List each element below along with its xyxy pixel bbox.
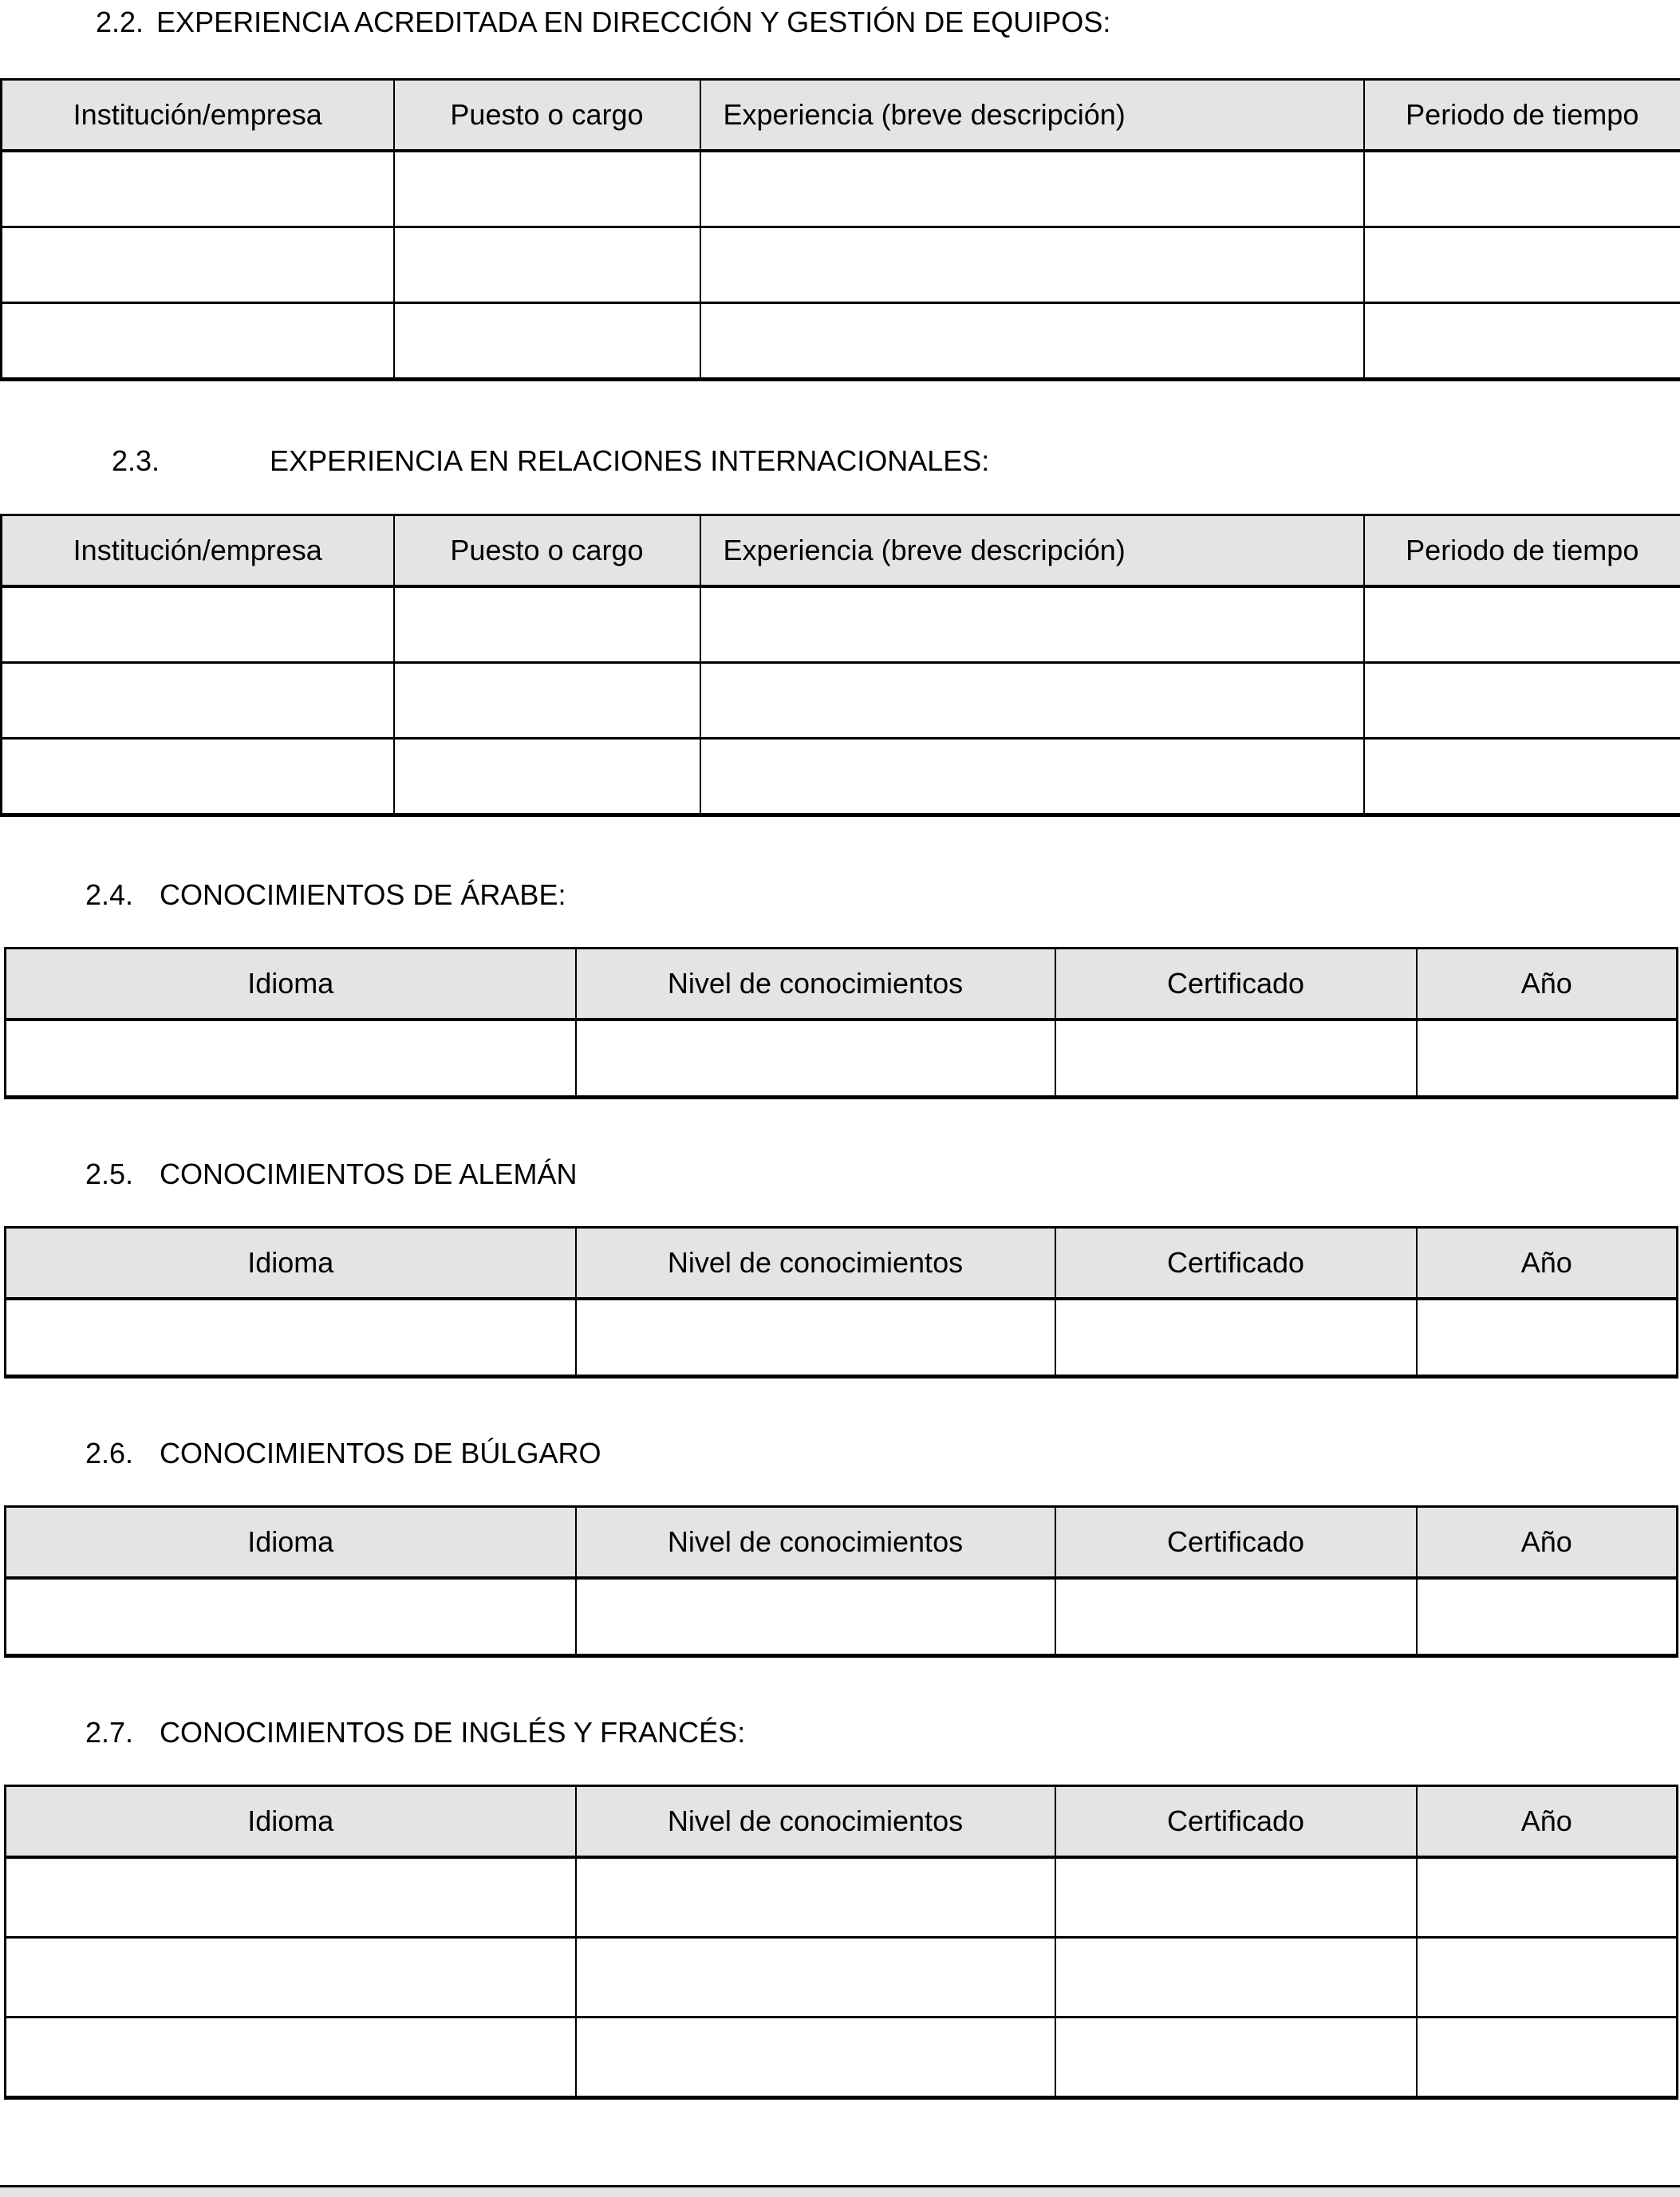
section-title: CONOCIMIENTOS DE ALEMÁN (160, 1158, 578, 1190)
empty-fill-in-cell[interactable] (394, 586, 700, 663)
empty-fill-in-cell[interactable] (6, 1857, 576, 1938)
column-header-ano: Año (1417, 949, 1678, 1020)
empty-fill-in-cell[interactable] (576, 1857, 1055, 1938)
empty-fill-in-cell[interactable] (6, 1578, 576, 1656)
empty-fill-in-cell[interactable] (1417, 2018, 1678, 2098)
column-header-nivel: Nivel de conocimientos (576, 1786, 1055, 1858)
empty-fill-in-cell[interactable] (1364, 227, 1680, 303)
table-header-row (6, 1228, 1678, 1300)
column-header-periodo: Periodo de tiempo (1364, 80, 1680, 152)
empty-fill-in-cell[interactable] (700, 227, 1364, 303)
empty-fill-in-cell[interactable] (2, 151, 394, 227)
empty-fill-in-cell[interactable] (394, 663, 700, 739)
empty-fill-in-cell[interactable] (6, 1938, 576, 2018)
empty-fill-in-cell[interactable] (1364, 663, 1680, 739)
column-header-institucion: Institución/empresa (2, 515, 394, 587)
empty-fill-in-cell[interactable] (2, 586, 394, 663)
empty-fill-in-cell[interactable] (1417, 1299, 1678, 1377)
column-header-nivel: Nivel de conocimientos (576, 949, 1055, 1020)
column-header-puesto: Puesto o cargo (394, 80, 700, 152)
empty-fill-in-cell[interactable] (1364, 303, 1680, 380)
table-experiencia-direccion (0, 78, 1680, 381)
empty-fill-in-cell[interactable] (700, 739, 1364, 815)
empty-fill-in-cell[interactable] (6, 1299, 576, 1377)
section-heading-2-3 (112, 444, 989, 479)
empty-fill-in-cell[interactable] (2, 303, 394, 380)
table-conocimientos-aleman (4, 1226, 1678, 1379)
empty-fill-in-cell[interactable] (394, 151, 700, 227)
column-header-idioma: Idioma (6, 1786, 576, 1858)
table-header-row (2, 80, 1680, 152)
section-title: EXPERIENCIA EN RELACIONES INTERNACIONALES: (270, 444, 990, 477)
empty-table-row (6, 1857, 1678, 1938)
empty-fill-in-cell[interactable] (394, 739, 700, 815)
column-header-idioma: Idioma (6, 949, 576, 1020)
empty-fill-in-cell[interactable] (6, 1020, 576, 1098)
empty-table-row (2, 227, 1680, 303)
section-number: 2.3. (112, 444, 160, 477)
empty-fill-in-cell[interactable] (700, 586, 1364, 663)
empty-fill-in-cell[interactable] (576, 1578, 1055, 1656)
empty-fill-in-cell[interactable] (576, 2018, 1055, 2098)
column-header-nivel: Nivel de conocimientos (576, 1228, 1055, 1300)
empty-fill-in-cell[interactable] (2, 227, 394, 303)
column-header-idioma: Idioma (6, 1507, 576, 1579)
empty-fill-in-cell[interactable] (576, 1299, 1055, 1377)
table-header-row (2, 515, 1680, 587)
column-header-certificado: Certificado (1055, 1507, 1417, 1579)
section-number: 2.2. (96, 6, 144, 38)
empty-fill-in-cell[interactable] (1055, 1578, 1417, 1656)
column-header-certificado: Certificado (1055, 1228, 1417, 1300)
section-number: 2.4. (85, 878, 134, 911)
empty-fill-in-cell[interactable] (700, 303, 1364, 380)
section-heading-2-6 (85, 1436, 601, 1471)
empty-fill-in-cell[interactable] (2, 739, 394, 815)
column-header-ano: Año (1417, 1228, 1678, 1300)
empty-table-row (6, 1299, 1678, 1377)
section-number: 2.5. (85, 1158, 134, 1190)
column-header-puesto: Puesto o cargo (394, 515, 700, 587)
table-header-row (6, 1507, 1678, 1579)
table-experiencia-internacionales (0, 514, 1680, 817)
empty-fill-in-cell[interactable] (394, 227, 700, 303)
section-number: 2.6. (85, 1437, 134, 1469)
empty-table-row (6, 1938, 1678, 2018)
table-header-row (6, 1786, 1678, 1858)
table-conocimientos-ingles-frances (4, 1785, 1678, 2100)
section-number: 2.7. (85, 1716, 134, 1749)
section-title: CONOCIMIENTOS DE INGLÉS Y FRANCÉS: (160, 1716, 746, 1749)
empty-fill-in-cell[interactable] (1364, 739, 1680, 815)
empty-table-row (2, 739, 1680, 815)
empty-fill-in-cell[interactable] (576, 1938, 1055, 2018)
column-header-certificado: Certificado (1055, 949, 1417, 1020)
empty-table-row (6, 1578, 1678, 1656)
empty-fill-in-cell[interactable] (1055, 1299, 1417, 1377)
empty-fill-in-cell[interactable] (1055, 2018, 1417, 2098)
empty-fill-in-cell[interactable] (1364, 586, 1680, 663)
column-header-nivel: Nivel de conocimientos (576, 1507, 1055, 1579)
next-table-header-cutoff (0, 2185, 1680, 2197)
empty-fill-in-cell[interactable] (6, 2018, 576, 2098)
section-heading-2-4 (85, 878, 566, 913)
empty-fill-in-cell[interactable] (576, 1020, 1055, 1098)
empty-table-row (6, 2018, 1678, 2098)
section-title: EXPERIENCIA ACREDITADA EN DIRECCIÓN Y GESTIÓN DE EQUIPOS: (156, 6, 1111, 38)
column-header-ano: Año (1417, 1507, 1678, 1579)
empty-fill-in-cell[interactable] (1417, 1578, 1678, 1656)
table-header-row (6, 949, 1678, 1020)
empty-table-row (2, 303, 1680, 380)
empty-table-row (6, 1020, 1678, 1098)
section-heading-2-7 (85, 1715, 745, 1750)
table-conocimientos-arabe (4, 947, 1678, 1099)
empty-fill-in-cell[interactable] (1417, 1857, 1678, 1938)
column-header-certificado: Certificado (1055, 1786, 1417, 1858)
column-header-periodo: Periodo de tiempo (1364, 515, 1680, 587)
column-header-institucion: Institución/empresa (2, 80, 394, 152)
empty-fill-in-cell[interactable] (394, 303, 700, 380)
section-title: CONOCIMIENTOS DE ÁRABE: (160, 878, 566, 911)
table-conocimientos-bulgaro (4, 1505, 1678, 1658)
empty-fill-in-cell[interactable] (1055, 1020, 1417, 1098)
section-title: CONOCIMIENTOS DE BÚLGARO (160, 1437, 601, 1469)
section-heading-2-2 (96, 5, 1110, 40)
empty-fill-in-cell[interactable] (700, 151, 1364, 227)
empty-fill-in-cell[interactable] (1417, 1938, 1678, 2018)
empty-fill-in-cell[interactable] (2, 663, 394, 739)
empty-fill-in-cell[interactable] (1417, 1020, 1678, 1098)
section-heading-2-5 (85, 1157, 577, 1192)
column-header-experiencia: Experiencia (breve descripción) (700, 80, 1364, 152)
empty-fill-in-cell[interactable] (700, 663, 1364, 739)
empty-table-row (2, 586, 1680, 663)
empty-fill-in-cell[interactable] (1055, 1938, 1417, 2018)
empty-fill-in-cell[interactable] (1364, 151, 1680, 227)
column-header-experiencia: Experiencia (breve descripción) (700, 515, 1364, 587)
column-header-idioma: Idioma (6, 1228, 576, 1300)
empty-table-row (2, 151, 1680, 227)
empty-fill-in-cell[interactable] (1055, 1857, 1417, 1938)
column-header-ano: Año (1417, 1786, 1678, 1858)
empty-table-row (2, 663, 1680, 739)
